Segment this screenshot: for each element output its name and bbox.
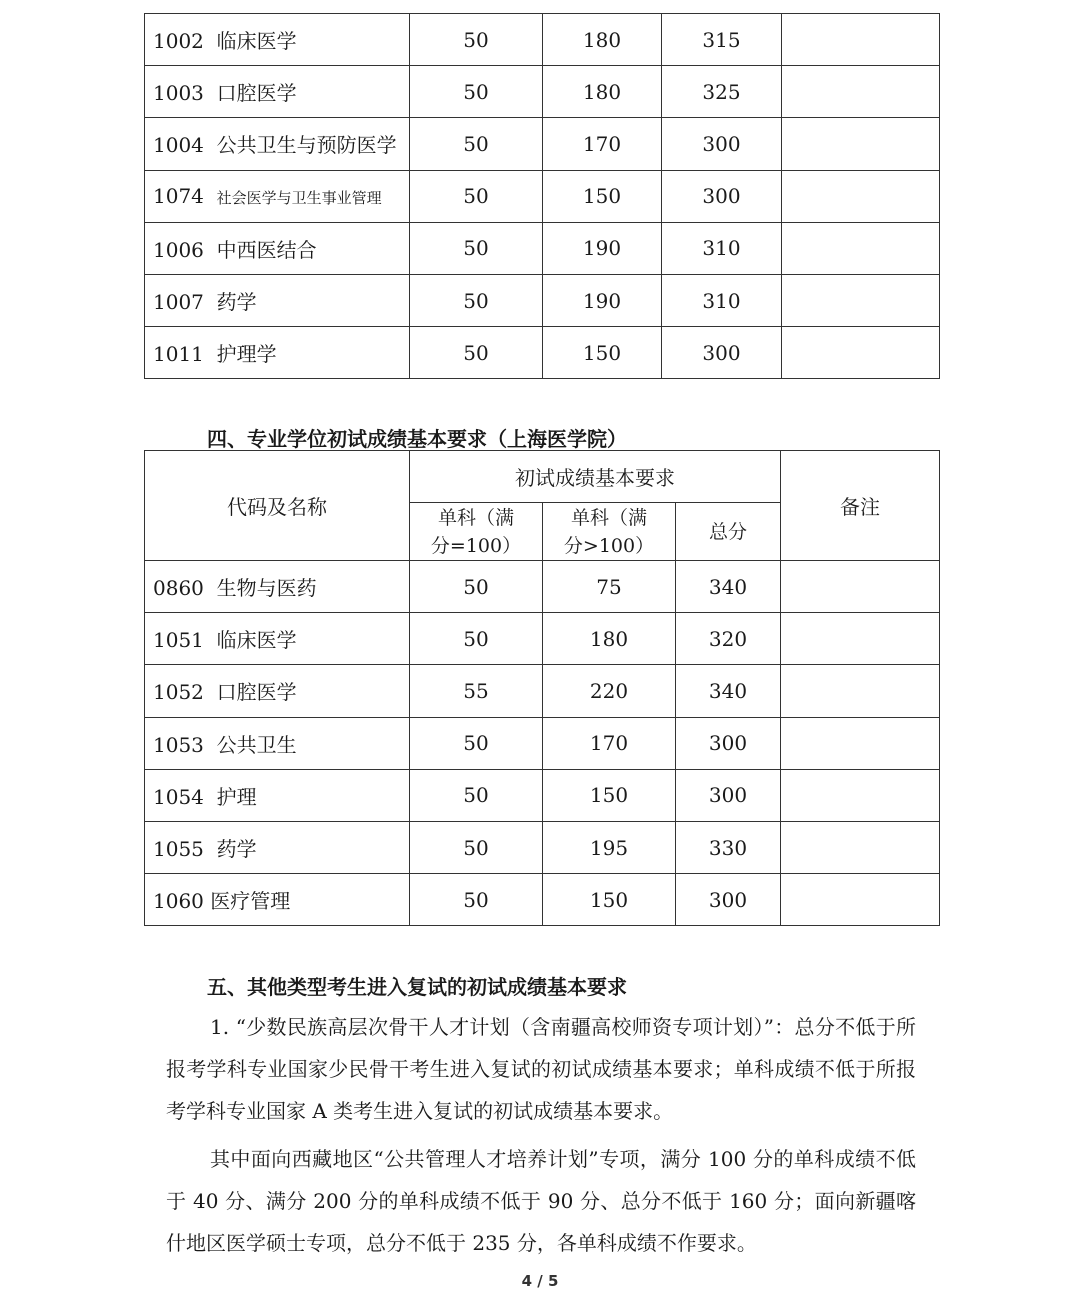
note-cell: [782, 14, 940, 66]
note-cell: [782, 66, 940, 118]
single100-cell: 50: [410, 821, 543, 873]
header-note: 备注: [781, 451, 940, 561]
note-cell: [781, 613, 940, 665]
code-name-cell: 1011 护理学: [145, 327, 410, 379]
single100-cell: 50: [410, 769, 543, 821]
single-gt100-cell: 150: [543, 327, 662, 379]
header-single-gt100: 单科（满 分>100）: [543, 503, 676, 561]
table-row: [145, 274, 940, 326]
table-row: [145, 170, 940, 222]
note-cell: [781, 769, 940, 821]
single100-cell: 50: [410, 327, 543, 379]
single-gt100-cell: 190: [543, 274, 662, 326]
single-gt100-cell: 170: [543, 717, 676, 769]
paragraph-minority-plan: 1. “少数民族高层次骨干人才计划（含南疆高校师资专项计划）”：总分不低于所报考学科专业国家少民骨干考生进入复试的初试成绩基本要求；单科成绩不低于所报考学科专业国家 A 类考生进入复试的初试成绩基本要求。: [166, 1015, 916, 1123]
single100-cell: 50: [410, 561, 543, 613]
total-cell: 340: [676, 665, 781, 717]
note-cell: [781, 665, 940, 717]
table-row: [145, 561, 940, 613]
note-cell: [781, 821, 940, 873]
table-row: [145, 222, 940, 274]
single100-cell: 50: [410, 14, 543, 66]
note-cell: [781, 874, 940, 926]
professional-degree-table: [144, 450, 940, 926]
single100-cell: 55: [410, 665, 543, 717]
table-row: [145, 118, 940, 170]
single100-cell: 50: [410, 118, 543, 170]
code-name-cell: 1054 护理: [145, 769, 410, 821]
code-name-cell: 1002 临床医学: [145, 14, 410, 66]
code-name-cell: 1055 药学: [145, 821, 410, 873]
single-gt100-cell: 180: [543, 613, 676, 665]
total-cell: 300: [662, 170, 782, 222]
code-name-cell: 1053 公共卫生: [145, 717, 410, 769]
code-name-cell: 1060 医疗管理: [145, 874, 410, 926]
table-row: [145, 665, 940, 717]
academic-degree-table: [144, 13, 940, 379]
single-gt100-cell: 150: [543, 769, 676, 821]
single100-cell: 50: [410, 274, 543, 326]
single100-cell: 50: [410, 66, 543, 118]
single-gt100-cell: 195: [543, 821, 676, 873]
total-cell: 300: [662, 327, 782, 379]
header-code-name: 代码及名称: [145, 451, 410, 561]
page-indicator: 4 / 5: [521, 1272, 559, 1290]
code-name-cell: 1006 中西医结合: [145, 222, 410, 274]
total-cell: 340: [676, 561, 781, 613]
total-cell: 310: [662, 274, 782, 326]
single-gt100-cell: 180: [543, 14, 662, 66]
code-name-cell: 1052 口腔医学: [145, 665, 410, 717]
single-gt100-cell: 75: [543, 561, 676, 613]
total-cell: 330: [676, 821, 781, 873]
code-name-cell: 1051 临床医学: [145, 613, 410, 665]
note-cell: [782, 170, 940, 222]
note-cell: [782, 118, 940, 170]
header-single100: 单科（满 分=100）: [410, 503, 543, 561]
header-group: 初试成绩基本要求: [410, 451, 781, 503]
paragraph-special-programs: 其中面向西藏地区“公共管理人才培养计划”专项，满分 100 分的单科成绩不低于 40 分、满分 200 分的单科成绩不低于 90 分、总分不低于 160 分；面向新疆喀什地区医学硕士专项，总分不低于 235 分，各单科成绩不作要求。: [166, 1147, 916, 1255]
table-row: [145, 717, 940, 769]
total-cell: 300: [676, 769, 781, 821]
single100-cell: 50: [410, 874, 543, 926]
table-header-row: [145, 451, 940, 503]
table-row: [145, 66, 940, 118]
single-gt100-cell: 150: [543, 874, 676, 926]
single100-cell: 50: [410, 613, 543, 665]
code-name-cell: 0860 生物与医药: [145, 561, 410, 613]
note-cell: [782, 327, 940, 379]
table-row: [145, 14, 940, 66]
single100-cell: 50: [410, 717, 543, 769]
note-cell: [782, 274, 940, 326]
single-gt100-cell: 150: [543, 170, 662, 222]
single-gt100-cell: 180: [543, 66, 662, 118]
total-cell: 300: [676, 874, 781, 926]
note-cell: [782, 222, 940, 274]
section4-heading: 四、专业学位初试成绩基本要求（上海医学院）: [207, 427, 627, 451]
code-name-cell: 1007 药学: [145, 274, 410, 326]
table-row: [145, 821, 940, 873]
table-row: [145, 874, 940, 926]
table-row: [145, 613, 940, 665]
section5-heading: 五、其他类型考生进入复试的初试成绩基本要求: [207, 975, 627, 999]
code-name-cell: 1003 口腔医学: [145, 66, 410, 118]
single-gt100-cell: 220: [543, 665, 676, 717]
table-row: [145, 327, 940, 379]
code-name-cell: 1074 社会医学与卫生事业管理: [145, 170, 410, 222]
code-name-cell: 1004 公共卫生与预防医学: [145, 118, 410, 170]
total-cell: 300: [676, 717, 781, 769]
total-cell: 325: [662, 66, 782, 118]
single100-cell: 50: [410, 170, 543, 222]
single100-cell: 50: [410, 222, 543, 274]
header-total: 总分: [676, 503, 781, 561]
single-gt100-cell: 190: [543, 222, 662, 274]
total-cell: 315: [662, 14, 782, 66]
total-cell: 310: [662, 222, 782, 274]
note-cell: [781, 561, 940, 613]
total-cell: 320: [676, 613, 781, 665]
total-cell: 300: [662, 118, 782, 170]
table-row: [145, 769, 940, 821]
note-cell: [781, 717, 940, 769]
single-gt100-cell: 170: [543, 118, 662, 170]
